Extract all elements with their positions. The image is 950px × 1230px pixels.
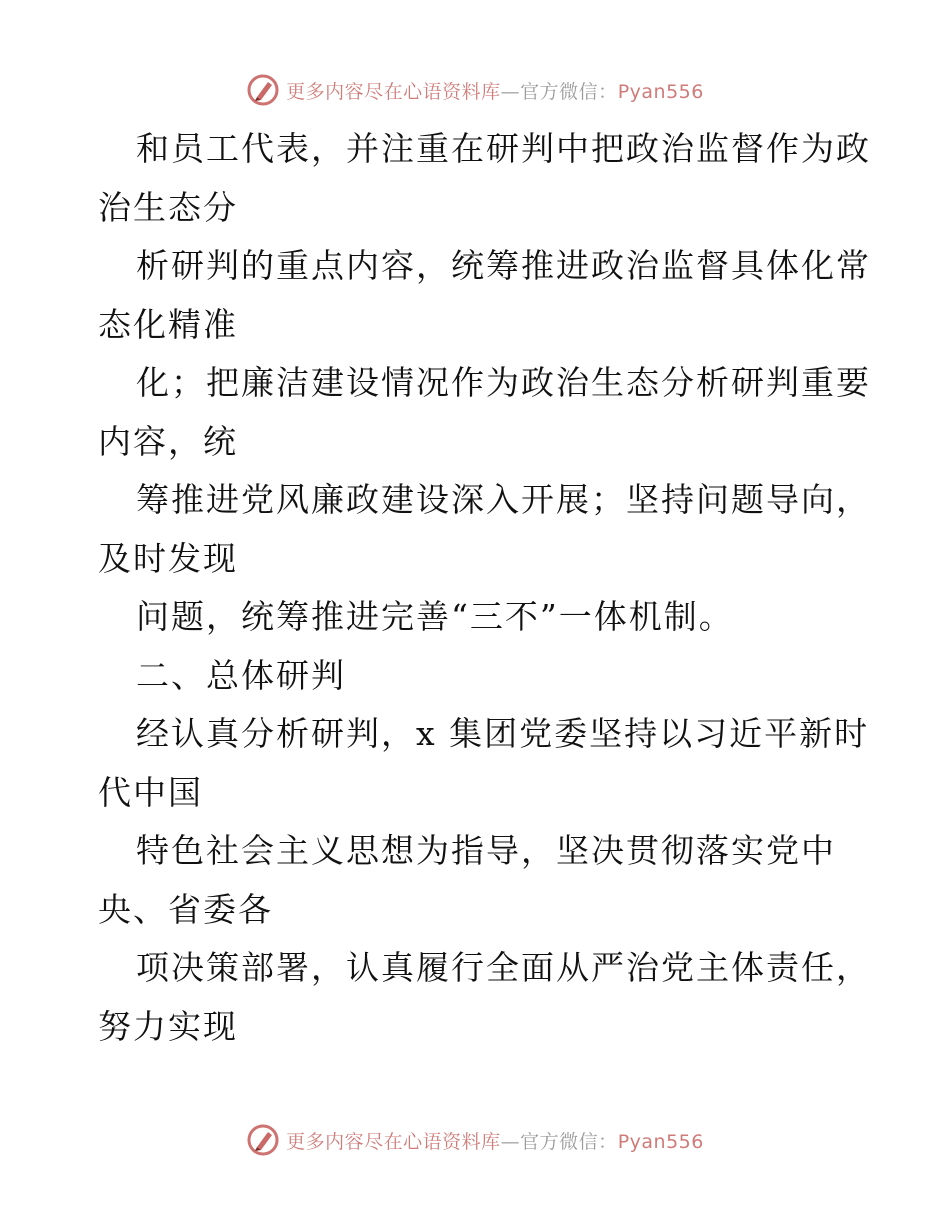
watermark-site-text: 更多内容尽在心语资料库 bbox=[286, 80, 501, 103]
body-line: 代中国 bbox=[98, 772, 203, 812]
body-line: 化；把廉洁建设情况作为政治生态分析研判重要 bbox=[136, 363, 871, 402]
watermark-wechat-label: 官方微信： bbox=[520, 1130, 618, 1153]
section-heading: 二、总体研判 bbox=[136, 655, 346, 695]
watermark-wechat-label: 官方微信： bbox=[520, 80, 618, 103]
watermark-separator: — bbox=[500, 1130, 521, 1153]
watermark-site-text: 更多内容尽在心语资料库 bbox=[286, 1130, 501, 1153]
body-line: 问题，统筹推进完善“三不”一体机制。 bbox=[136, 597, 734, 636]
body-line: 析研判的重点内容，统筹推进政治监督具体化常 bbox=[136, 246, 871, 285]
body-line: 经认真分析研判，x 集团党委坚持以习近平新时 bbox=[136, 714, 870, 753]
body-line: 治生态分 bbox=[98, 187, 238, 227]
body-line: 特色社会主义思想为指导，坚决贯彻落实党中 bbox=[136, 831, 836, 870]
body-line: 央、省委各 bbox=[98, 889, 273, 929]
body-line: 项决策部署，认真履行全面从严治党主体责任， bbox=[136, 948, 871, 987]
footer-watermark bbox=[0, 1120, 950, 1160]
body-line: 内容，统 bbox=[98, 421, 238, 461]
document-body bbox=[98, 120, 871, 1056]
pen-logo-icon bbox=[246, 73, 280, 107]
pen-logo-icon bbox=[246, 1123, 280, 1157]
watermark-text bbox=[286, 1127, 704, 1154]
body-line: 筹推进党风廉政建设深入开展；坚持问题导向， bbox=[136, 480, 871, 519]
watermark-text bbox=[286, 77, 704, 104]
header-watermark bbox=[0, 70, 950, 110]
watermark-wechat-id: Pyan556 bbox=[617, 80, 704, 103]
body-line: 努力实现 bbox=[98, 1006, 238, 1046]
watermark-wechat-id: Pyan556 bbox=[617, 1130, 704, 1153]
body-line: 和员工代表，并注重在研判中把政治监督作为政 bbox=[136, 129, 871, 168]
body-line: 及时发现 bbox=[98, 538, 238, 578]
watermark-separator: — bbox=[500, 80, 521, 103]
body-line: 态化精准 bbox=[98, 304, 238, 344]
